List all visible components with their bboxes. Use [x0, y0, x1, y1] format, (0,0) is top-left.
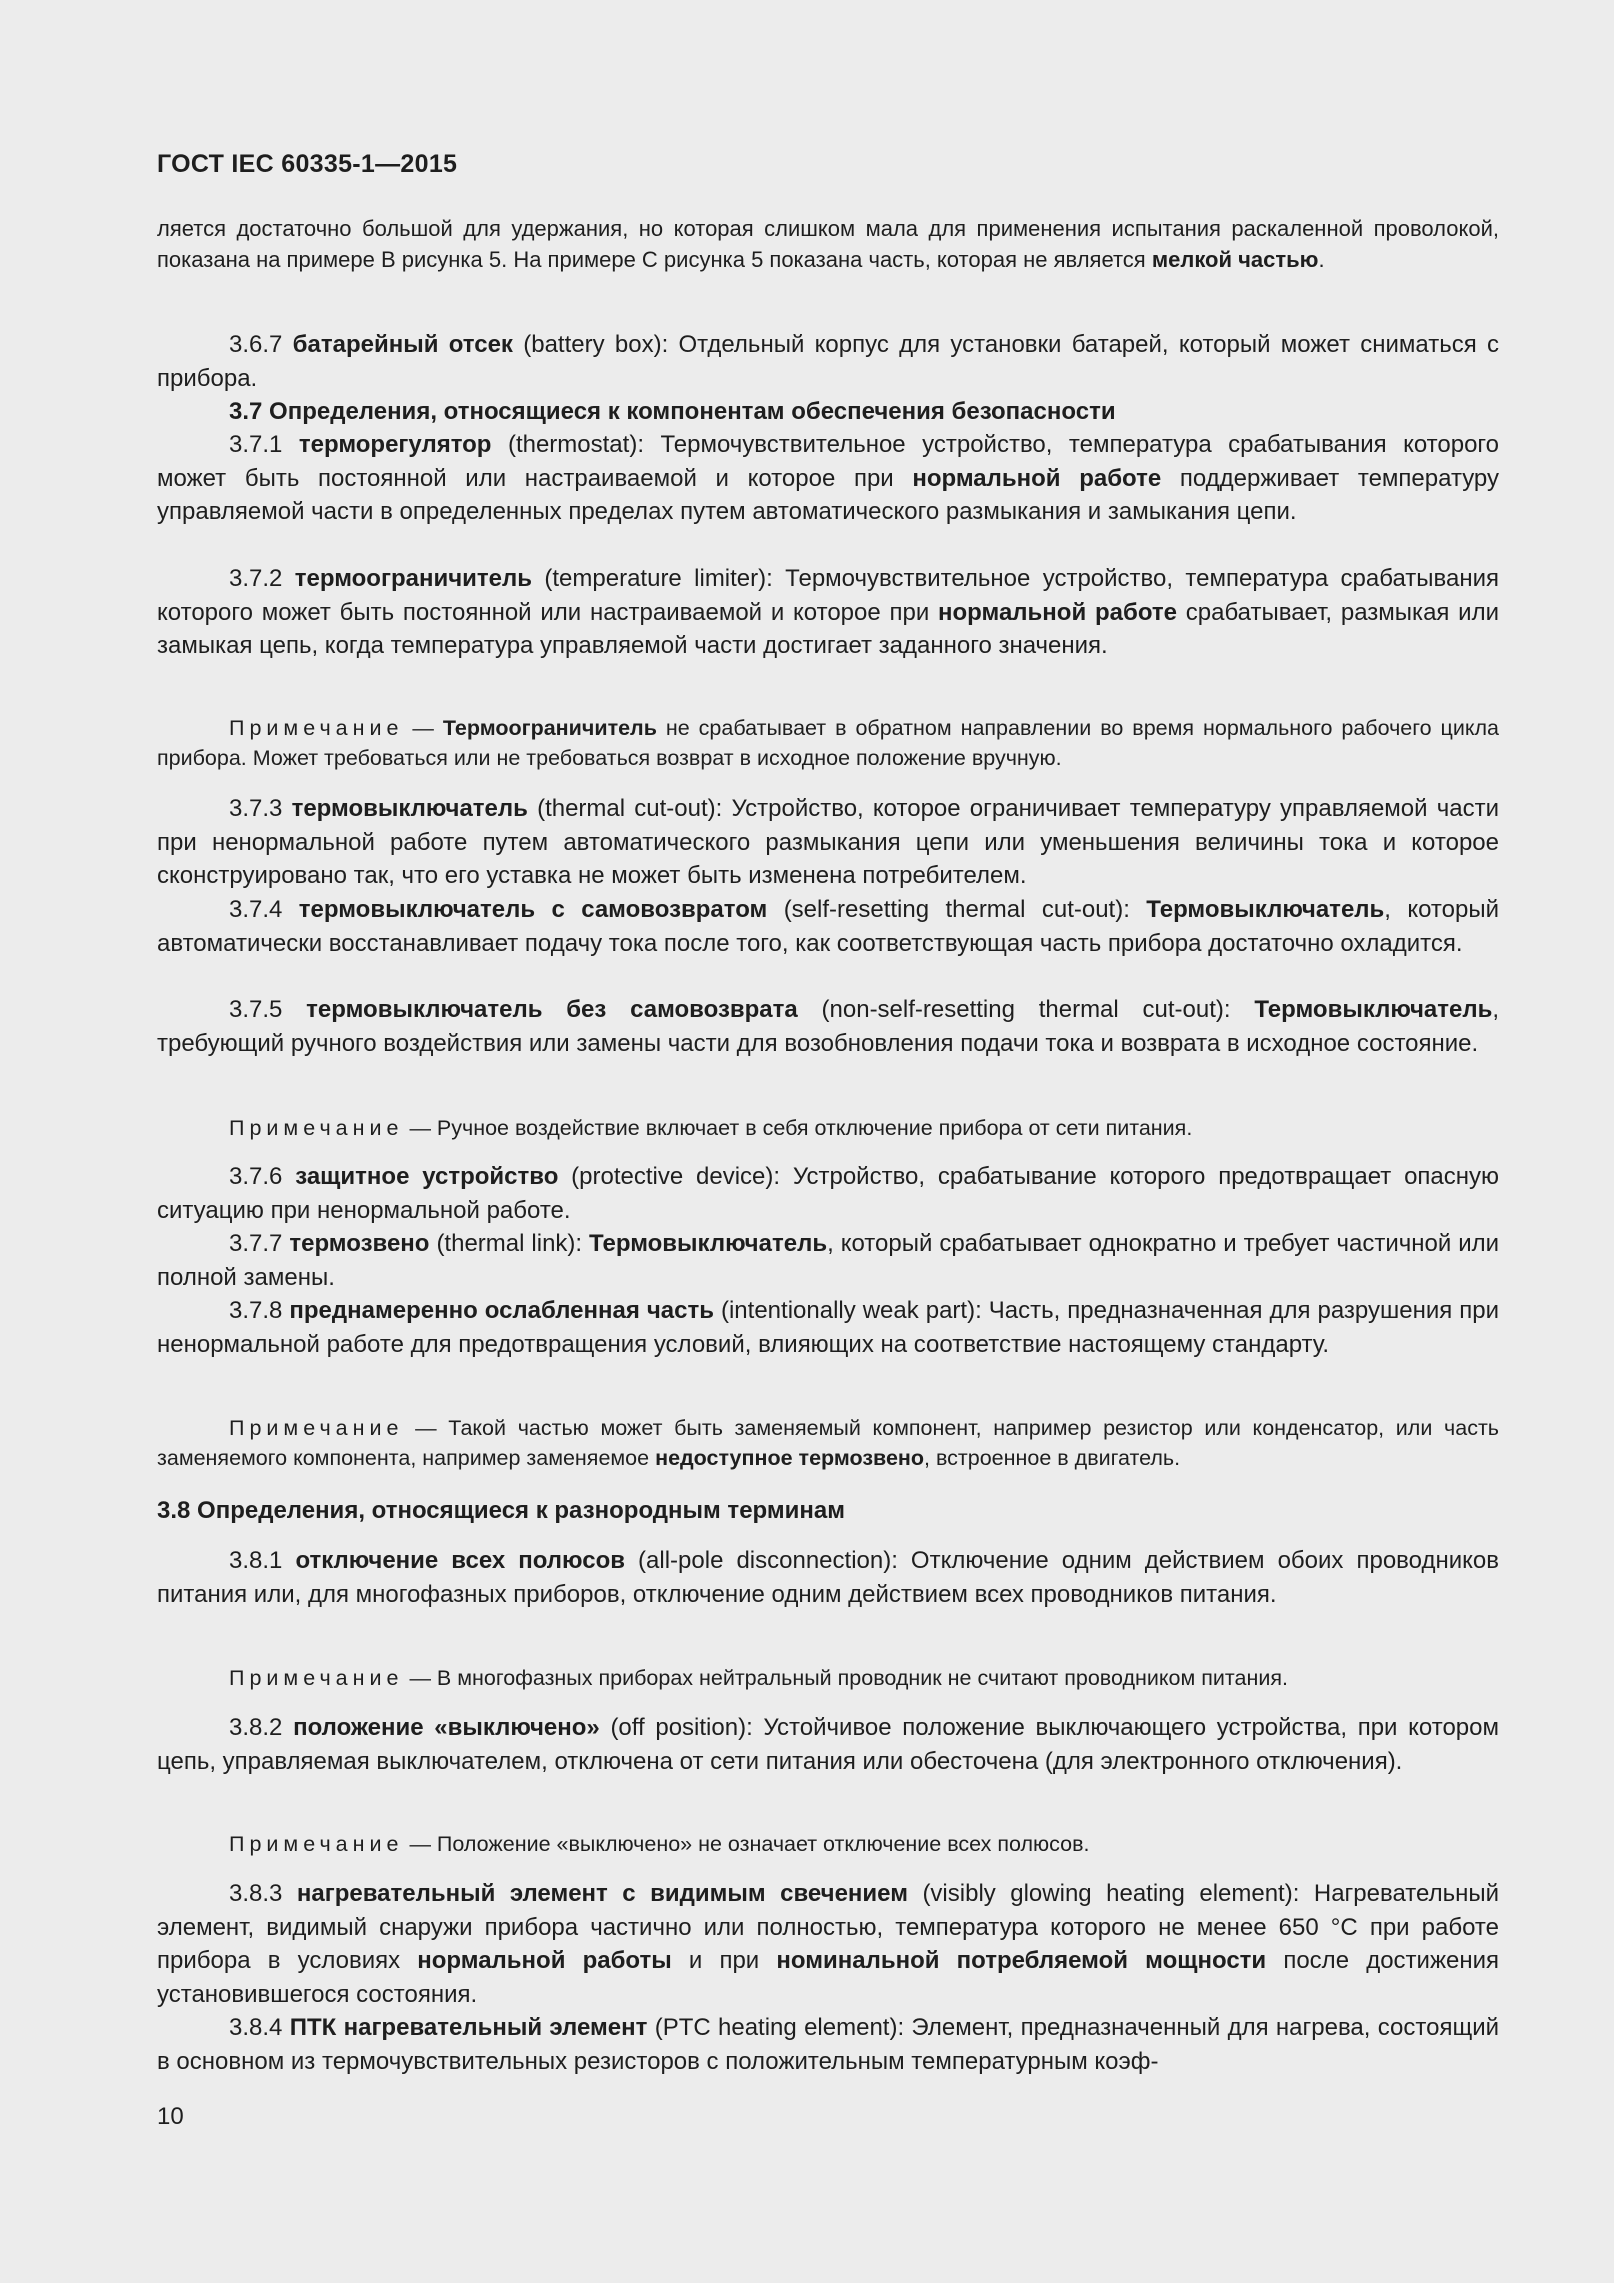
- note-thermal-limiter: Примечание — Термоограничитель не срабатывает в обратном направлении во время нормального рабочего цикла прибора. Может требоваться или не требоваться возврат в исходное положение вручную.: [157, 716, 1499, 770]
- section-3-7-3: 3.7.3 термовыключатель (thermal cut-out): Устройство, которое ограничивает температуру управляемой части при ненормальной работе путем автоматического размыкания цепи или уменьшения величины тока и которое сконструировано так, что его уставка не может быть изменена потребителем.: [157, 795, 1499, 889]
- section-3-7-heading: 3.7 Определения, относящиеся к компонентам обеспечения безопасности: [229, 398, 1116, 425]
- section-3-6-7: 3.6.7 батарейный отсек (battery box): Отдельный корпус для установки батарей, который может сниматься с прибора.: [157, 331, 1500, 392]
- section-3-8-4: 3.8.4 ПТК нагревательный элемент (PTC heating element): Элемент, предназначенный для нагрева, состоящий в основном из термочувствительных резисторов с положительным температурным коэф-: [157, 2014, 1500, 2075]
- page-number: 10: [157, 2103, 184, 2130]
- section-3-7-1: 3.7.1 терморегулятор (thermostat): Термочувствительное устройство, температура срабатывания которого может быть постоянной или настраиваемой и которое при нормальной работе поддерживает температуру управляемой части в определенных пределах путем автоматического размыкания и замыкания цепи.: [157, 431, 1500, 525]
- paragraph-continuation: ляется достаточно большой для удержания, но которая слишком мала для применения испытания раскаленной проволокой, показана на примере В рисунка 5. На примере С рисунка 5 показана часть, которая не является мелкой частью.: [157, 216, 1499, 272]
- note-manual-reset: Примечание — Ручное воздействие включает в себя отключение прибора от сети питания.: [229, 1116, 1193, 1140]
- note-off-position: Примечание — Положение «выключено» не означает отключение всех полюсов.: [229, 1832, 1090, 1856]
- section-3-8-2: 3.8.2 положение «выключено» (off position): Устойчивое положение выключающего устройства, при котором цепь, управляемая выключателем, отключена от сети питания или обесточена (для электронного отключения).: [157, 1714, 1499, 1775]
- section-3-8-heading: 3.8 Определения, относящиеся к разнородным терминам: [157, 1497, 845, 1524]
- note-weak-part: Примечание — Такой частью может быть заменяемый компонент, например резистор или конденсатор, или часть заменяемого компонента, например заменяемое недоступное термозвено, встроенное в двигатель.: [157, 1416, 1499, 1470]
- section-3-7-8: 3.7.8 преднамеренно ослабленная часть (intentionally weak part): Часть, предназначенная для разрушения при ненормальной работе для предотвращения условий, влияющих на соответствие настоящему стандарту.: [157, 1297, 1500, 1358]
- section-3-8-3: 3.8.3 нагревательный элемент с видимым свечением (visibly glowing heating element): Нагревательный элемент, видимый снаружи прибора частично или полностью, температура которого не менее 650 °С при работе прибора в условиях нормальной работы и при номинальной потребляемой мощности после достижения установившегося состояния.: [157, 1880, 1499, 2008]
- section-3-7-6: 3.7.6 защитное устройство (protective device): Устройство, срабатывание которого предотвращает опасную ситуацию при ненормальной работе.: [157, 1163, 1500, 1224]
- section-3-7-7: 3.7.7 термозвено (thermal link): Термовыключатель, который срабатывает однократно и требует частичной или полной замены.: [157, 1230, 1500, 1291]
- section-3-8-1: 3.8.1 отключение всех полюсов (all-pole disconnection): Отключение одним действием обоих проводников питания или, для многофазных приборов, отключение одним действием всех проводников питания.: [157, 1547, 1499, 1608]
- document-header: ГОСТ IEC 60335-1—2015: [157, 150, 458, 178]
- note-multiphase: Примечание — В многофазных приборах нейтральный проводник не считают проводником питания.: [229, 1666, 1288, 1690]
- section-3-7-4: 3.7.4 термовыключатель с самовозвратом (self-resetting thermal cut-out): Термовыключатель, который автоматически восстанавливает подачу тока после того, как соответствующая часть прибора достаточно охладится.: [157, 896, 1500, 957]
- section-3-7-2: 3.7.2 термоограничитель (temperature limiter): Термочувствительное устройство, температура срабатывания которого может быть постоянной или настраиваемой и которое при нормальной работе срабатывает, размыкая или замыкая цепь, когда температура управляемой части достигает заданного значения.: [157, 565, 1499, 659]
- section-3-7-5: 3.7.5 термовыключатель без самовозврата (non-self-resetting thermal cut-out): Термовыключатель, требующий ручного воздействия или замены части для возобновления подачи тока и возврата в исходное состояние.: [157, 996, 1500, 1057]
